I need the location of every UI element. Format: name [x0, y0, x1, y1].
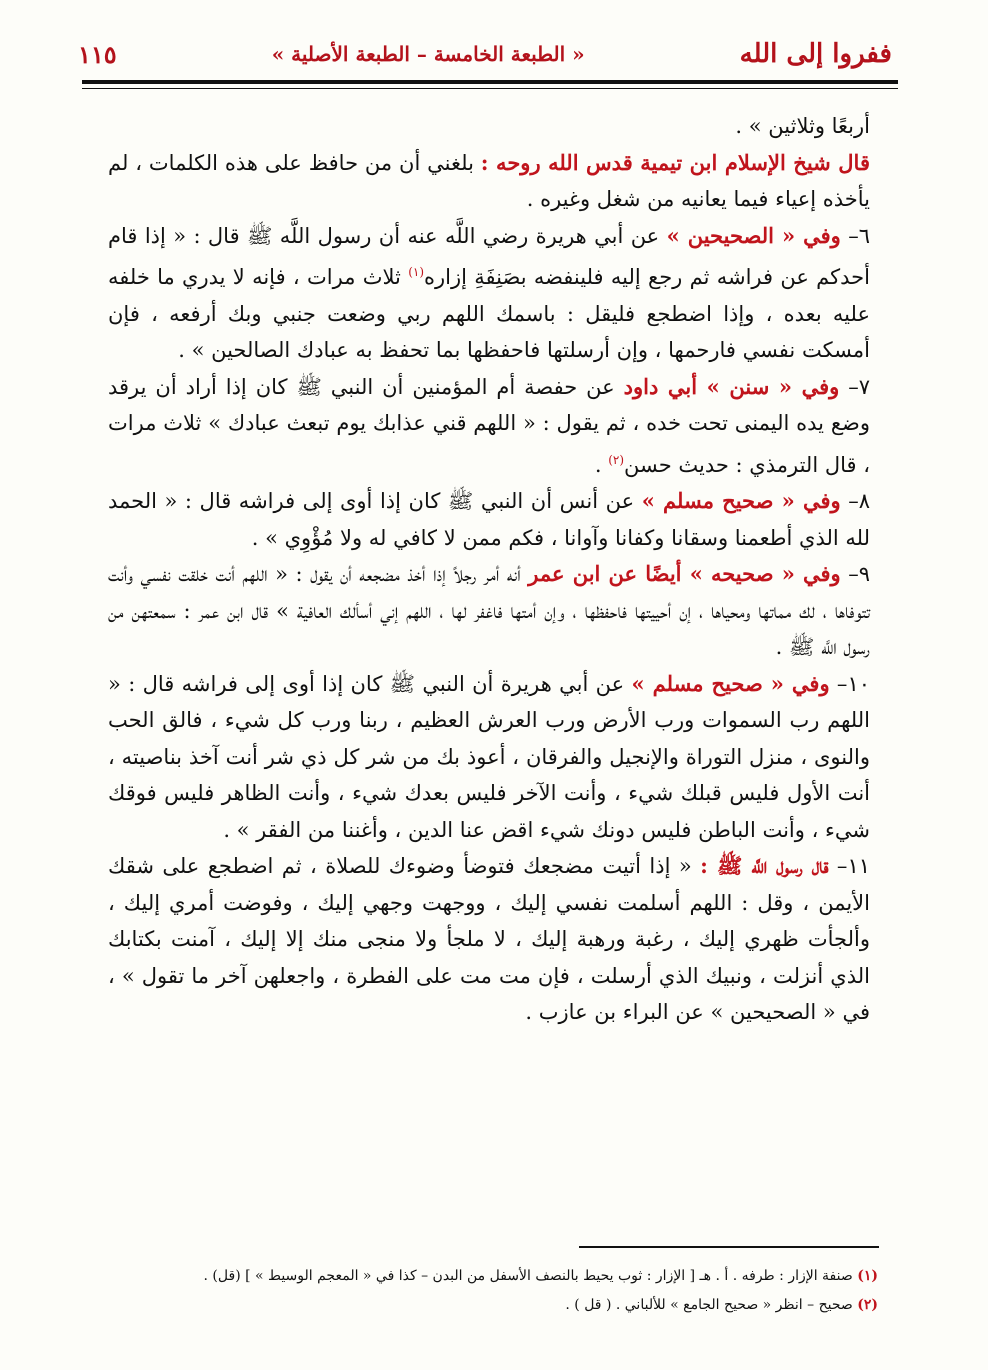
source-label: وفي « صحيحه » أيضًا عن ابن عمر	[528, 561, 841, 586]
hadith-9: ٩– وفي « صحيحه » أيضًا عن ابن عمر أنه أمر رجلاً إذا أخذ مضجعه أن يقول : « اللهم أنت خلقت نفسي وأنت تتوفاها ، لك مماتها ومحياها ، إن أحييتها فاحفظها ، وإن أمتها فاغفر لها ، اللهم إني أسألك العافية » قال ابن عمر : سمعتهن من رسول اللَّه ﷺ .	[108, 561, 870, 659]
edition-label: « الطبعة الخامسة – الطبعة الأصلية »	[271, 42, 585, 66]
footnote-divider	[579, 1246, 879, 1248]
header-rule-thin	[82, 88, 898, 89]
footnote-ref-2[interactable]: (٢)	[608, 452, 625, 467]
page-header	[78, 34, 892, 74]
header-rule-thick	[82, 80, 898, 84]
hadith-10: ١٠– وفي « صحيح مسلم » عن أبي هريرة أن النبي ﷺ كان إذا أوى إلى فراشه قال : « اللهم رب السموات ورب الأرض ورب العرش العظيم ، ربنا ورب كل شيء ، فالق الحب والنوى ، منزل التوراة والإنجيل والفرقان ، أعوذ بك من شر كل ذي شر أنت آخذ بناصيته ، أنت الأول فليس قبلك شيء ، وأنت الآخر فليس بعدك شيء ، وأنت الظاهر فليس فوقك شيء ، وأنت الباطن فليس دونك شيء اقض عنا الدين ، وأغننا من الفقر » .	[108, 670, 870, 842]
footnotes	[108, 1262, 878, 1320]
paragraph-2: قال شيخ الإسلام ابن تيمية قدس الله روحه : بلغني أن من حافظ على هذه الكلمات ، لم يأخذه إعياء فيما يعانيه من شغل وغيره .	[108, 149, 870, 211]
source-label: وفي « صحيح مسلم »	[641, 488, 841, 513]
source-label: وفي « سنن » أبي داود	[623, 373, 840, 399]
footnote-ref-1[interactable]: (١)	[408, 265, 425, 279]
page-number: ١١٥	[78, 39, 117, 69]
source-label: وفي « صحيح مسلم »	[631, 670, 830, 696]
source-label: قال رسول اللَّه ﷺ :	[700, 853, 829, 878]
footnote-2: (٢) صحيح – انظر « صحيح الجامع » للألباني . ( قل ) .	[565, 1297, 878, 1313]
hadith-6: ٦– وفي « الصحيحين » عن أبي هريرة رضي اللَّه عنه أن رسول اللَّه ﷺ قال : « إذا قام أحدكم عن فراشه ثم رجع إليه فلينفضه بصَنِفَةِ إزاره$^{(١)}$ ثلاث مرات ، فإنه لا يدري ما خلفه عليه بعده ، وإذا اضطجع فليقل : باسمك اللهم ربي وضعت جنبي وبك أرفعه ، فإن أمسكت نفسي فارحمها ، وإن أرسلتها فاحفظها بما تحفظ به عبادك الصالحين » .	[108, 222, 870, 362]
source-label: وفي « الصحيحين »	[666, 222, 841, 248]
paragraph-1: أربعًا وثلاثين » .	[735, 114, 870, 138]
paragraph-label: قال شيخ الإسلام ابن تيمية قدس الله روحه :	[480, 149, 870, 175]
footnote-1: (١) صنفة الإزار : طرفه . أ . هـ [ الإزار : ثوب يحيط بالنصف الأسفل من البدن – كذا في « المعجم الوسيط » ] (قل) .	[203, 1268, 878, 1284]
hadith-8: ٨– وفي « صحيح مسلم » عن أنس أن النبي ﷺ كان إذا أوى إلى فراشه قال : « الحمد لله الذي أطعمنا وسقانا وكفانا وآوانا ، فكم ممن لا كافي له ولا مُؤْوِي » .	[108, 488, 870, 550]
hadith-11: ١١– قال رسول اللَّه ﷺ : « إذا أتيت مضجعك فتوضأ وضوءك للصلاة ، ثم اضطجع على شقك الأيمن ، وقل : اللهم أسلمت نفسي إليك ، ووجهت وجهي إليك ، وفوضت أمري إليك ، وألجأت ظهري إليك ، رغبة ورهبة إليك ، لا ملجأ ولا منجى منك إلا إليك ، آمنت بكتابك الذي أنزلت ، ونبيك الذي أرسلت ، فإن مت مت على الفطرة ، واجعلهن آخر ما تقول » ، في « الصحيحين » عن البراء بن عازب .	[108, 853, 870, 1024]
hadith-7: ٧– وفي « سنن » أبي داود عن حفصة أم المؤمنين أن النبي ﷺ كان إذا أراد أن يرقد وضع يده اليمنى تحت خده ، ثم يقول : « اللهم قني عذابك يوم تبعث عبادك » ثلاث مرات ، قال الترمذي : حديث حسن$^{(٢)}$ .	[108, 373, 870, 477]
book-title: ففروا إلى الله	[739, 39, 892, 69]
page-body	[108, 108, 870, 1031]
